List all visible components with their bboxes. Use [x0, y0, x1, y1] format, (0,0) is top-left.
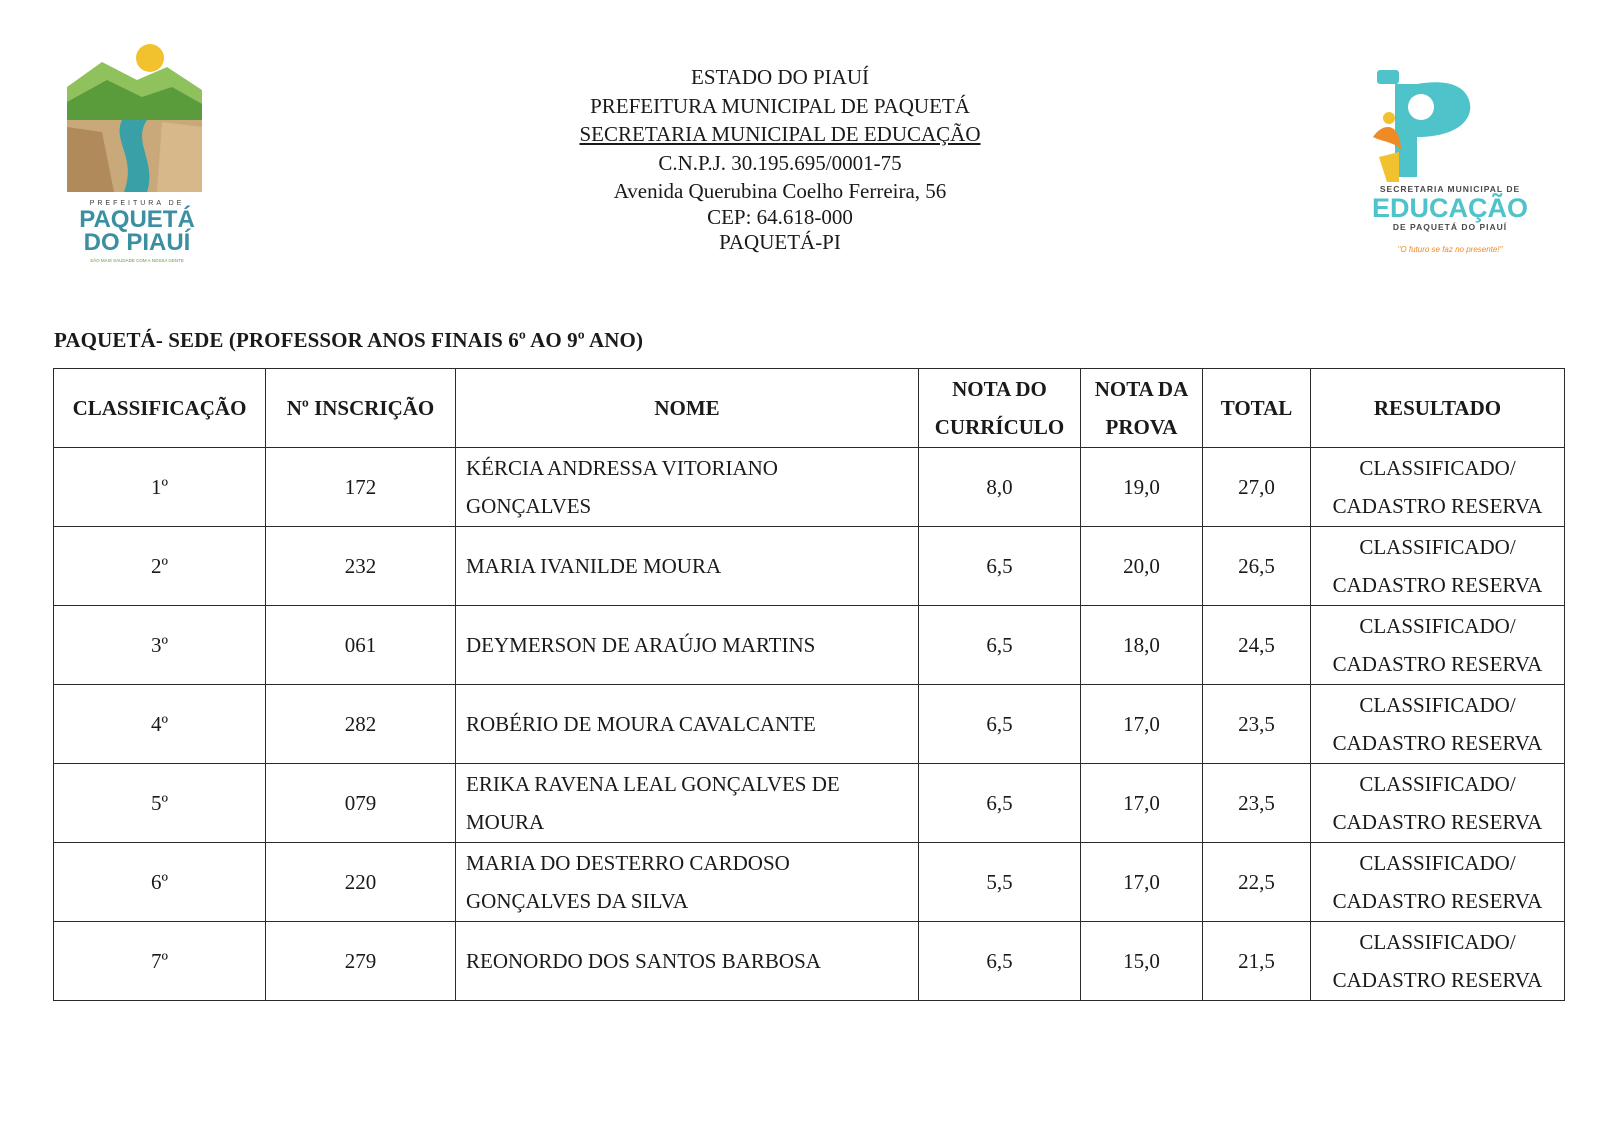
nome-line2: GONÇALVES DA SILVA	[466, 889, 689, 913]
table-row	[54, 843, 1565, 922]
cell-resultado	[1311, 685, 1565, 764]
cell-nome	[456, 843, 919, 922]
cell-classificacao: 7º	[54, 922, 266, 1001]
educacao-logo-mark	[1365, 62, 1535, 272]
edu-sub-text: DE PAQUETÁ DO PIAUÍ	[1392, 222, 1508, 232]
cell-nome	[456, 764, 919, 843]
cell-nota-curriculo: 6,5	[919, 922, 1081, 1001]
cell-total: 22,5	[1203, 843, 1311, 922]
cell-classificacao: 6º	[54, 843, 266, 922]
cell-nome	[456, 685, 919, 764]
logo-tagline: SÃO MAIS SAUDADE COM A NOSSA GENTE	[90, 258, 184, 263]
table-header-row	[54, 369, 1565, 448]
cell-total: 23,5	[1203, 685, 1311, 764]
state-line: ESTADO DO PIAUÍ	[691, 65, 869, 89]
edu-small-text: SECRETARIA MUNICIPAL DE	[1379, 184, 1521, 194]
cell-inscricao: 232	[266, 527, 456, 606]
letterhead	[0, 63, 1560, 257]
resultado-line2: CADASTRO RESERVA	[1332, 494, 1543, 518]
city-line: PAQUETÁ-PI	[719, 230, 841, 254]
header-total: TOTAL	[1203, 369, 1311, 448]
header-resultado: RESULTADO	[1311, 369, 1565, 448]
resultado-line1: CLASSIFICADO/	[1359, 614, 1516, 638]
results-table	[53, 368, 1565, 1001]
nome-line1: REONORDO DOS SANTOS BARBOSA	[466, 949, 821, 973]
cell-inscricao: 061	[266, 606, 456, 685]
cell-nota-prova: 20,0	[1081, 527, 1203, 606]
address-line: Avenida Querubina Coelho Ferreira, 56	[613, 179, 947, 203]
edu-slogan: "O futuro se faz no presente!"	[1397, 245, 1503, 254]
nome-line1: ERIKA RAVENA LEAL GONÇALVES DE	[466, 772, 840, 796]
table-row	[54, 764, 1565, 843]
cell-nota-curriculo: 6,5	[919, 606, 1081, 685]
cell-inscricao: 282	[266, 685, 456, 764]
resultado-line1: CLASSIFICADO/	[1359, 535, 1516, 559]
cell-inscricao: 279	[266, 922, 456, 1001]
educacao-logo	[1365, 62, 1535, 272]
table-row	[54, 922, 1565, 1001]
cep-line: CEP: 64.618-000	[707, 204, 853, 229]
header-inscricao: Nº INSCRIÇÃO	[266, 369, 456, 448]
cell-inscricao: 172	[266, 448, 456, 527]
resultado-line2: CADASTRO RESERVA	[1332, 810, 1543, 834]
header-nota-prova-l1: NOTA DA	[1094, 377, 1189, 401]
cell-nota-curriculo: 5,5	[919, 843, 1081, 922]
cell-classificacao: 2º	[54, 527, 266, 606]
cell-nome	[456, 527, 919, 606]
cell-inscricao: 079	[266, 764, 456, 843]
cell-resultado	[1311, 843, 1565, 922]
header-nota-curriculo	[919, 369, 1081, 448]
cell-nota-curriculo: 6,5	[919, 764, 1081, 843]
resultado-line1: CLASSIFICADO/	[1359, 456, 1516, 480]
cell-nome	[456, 448, 919, 527]
cell-nota-prova: 15,0	[1081, 922, 1203, 1001]
cell-nota-curriculo: 8,0	[919, 448, 1081, 527]
cell-resultado	[1311, 527, 1565, 606]
header-classificacao: CLASSIFICAÇÃO	[54, 369, 266, 448]
cell-nome	[456, 606, 919, 685]
logo-line1: PAQUETÁ	[79, 206, 195, 233]
cell-nota-curriculo: 6,5	[919, 685, 1081, 764]
prefecture-line: PREFEITURA MUNICIPAL DE PAQUETÁ	[590, 93, 970, 118]
nome-line2: MOURA	[466, 810, 545, 834]
header-nota-curriculo-l1: NOTA DO	[952, 377, 1047, 401]
cell-classificacao: 5º	[54, 764, 266, 843]
cell-total: 26,5	[1203, 527, 1311, 606]
resultado-line1: CLASSIFICADO/	[1359, 851, 1516, 875]
section-title: PAQUETÁ- SEDE (PROFESSOR ANOS FINAIS 6º AO 9º ANO)	[54, 328, 644, 352]
table-row	[54, 527, 1565, 606]
cell-nota-prova: 17,0	[1081, 764, 1203, 843]
resultado-line2: CADASTRO RESERVA	[1332, 968, 1543, 992]
cell-resultado	[1311, 764, 1565, 843]
cell-classificacao: 3º	[54, 606, 266, 685]
resultado-line2: CADASTRO RESERVA	[1332, 731, 1543, 755]
cell-classificacao: 4º	[54, 685, 266, 764]
logo-line2: DO PIAUÍ	[83, 229, 191, 256]
cell-nota-curriculo: 6,5	[919, 527, 1081, 606]
cell-resultado	[1311, 448, 1565, 527]
nome-line1: DEYMERSON DE ARAÚJO MARTINS	[466, 633, 816, 657]
cell-nota-prova: 17,0	[1081, 685, 1203, 764]
resultado-line2: CADASTRO RESERVA	[1332, 573, 1543, 597]
resultado-line1: CLASSIFICADO/	[1359, 772, 1516, 796]
cell-nota-prova: 18,0	[1081, 606, 1203, 685]
cell-total: 24,5	[1203, 606, 1311, 685]
resultado-line2: CADASTRO RESERVA	[1332, 889, 1543, 913]
cell-nota-prova: 17,0	[1081, 843, 1203, 922]
cell-nome	[456, 922, 919, 1001]
header-nome: NOME	[456, 369, 919, 448]
nome-line1: MARIA IVANILDE MOURA	[466, 554, 722, 578]
cell-total: 21,5	[1203, 922, 1311, 1001]
table-row	[54, 448, 1565, 527]
table-row	[54, 685, 1565, 764]
resultado-line1: CLASSIFICADO/	[1359, 693, 1516, 717]
table-body	[54, 448, 1565, 1001]
resultado-line2: CADASTRO RESERVA	[1332, 652, 1543, 676]
nome-line1: KÉRCIA ANDRESSA VITORIANO	[466, 456, 778, 480]
cell-classificacao: 1º	[54, 448, 266, 527]
resultado-line1: CLASSIFICADO/	[1359, 930, 1516, 954]
nome-line1: MARIA DO DESTERRO CARDOSO	[466, 851, 790, 875]
cell-resultado	[1311, 606, 1565, 685]
header-nota-prova	[1081, 369, 1203, 448]
logo-small-text: PREFEITURA DE	[89, 200, 185, 207]
cell-nota-prova: 19,0	[1081, 448, 1203, 527]
cell-inscricao: 220	[266, 843, 456, 922]
edu-main-text: EDUCAÇÃO	[1371, 193, 1529, 223]
table-row	[54, 606, 1565, 685]
header-nota-curriculo-l2: CURRÍCULO	[934, 415, 1065, 439]
cell-resultado	[1311, 922, 1565, 1001]
cnpj-line: C.N.P.J. 30.195.695/0001-75	[658, 150, 902, 175]
nome-line2: GONÇALVES	[466, 494, 592, 518]
secretariat-line: SECRETARIA MUNICIPAL DE EDUCAÇÃO	[579, 122, 981, 146]
cell-total: 27,0	[1203, 448, 1311, 527]
header-nota-prova-l2: PROVA	[1105, 415, 1178, 439]
cell-total: 23,5	[1203, 764, 1311, 843]
nome-line1: ROBÉRIO DE MOURA CAVALCANTE	[466, 712, 816, 736]
